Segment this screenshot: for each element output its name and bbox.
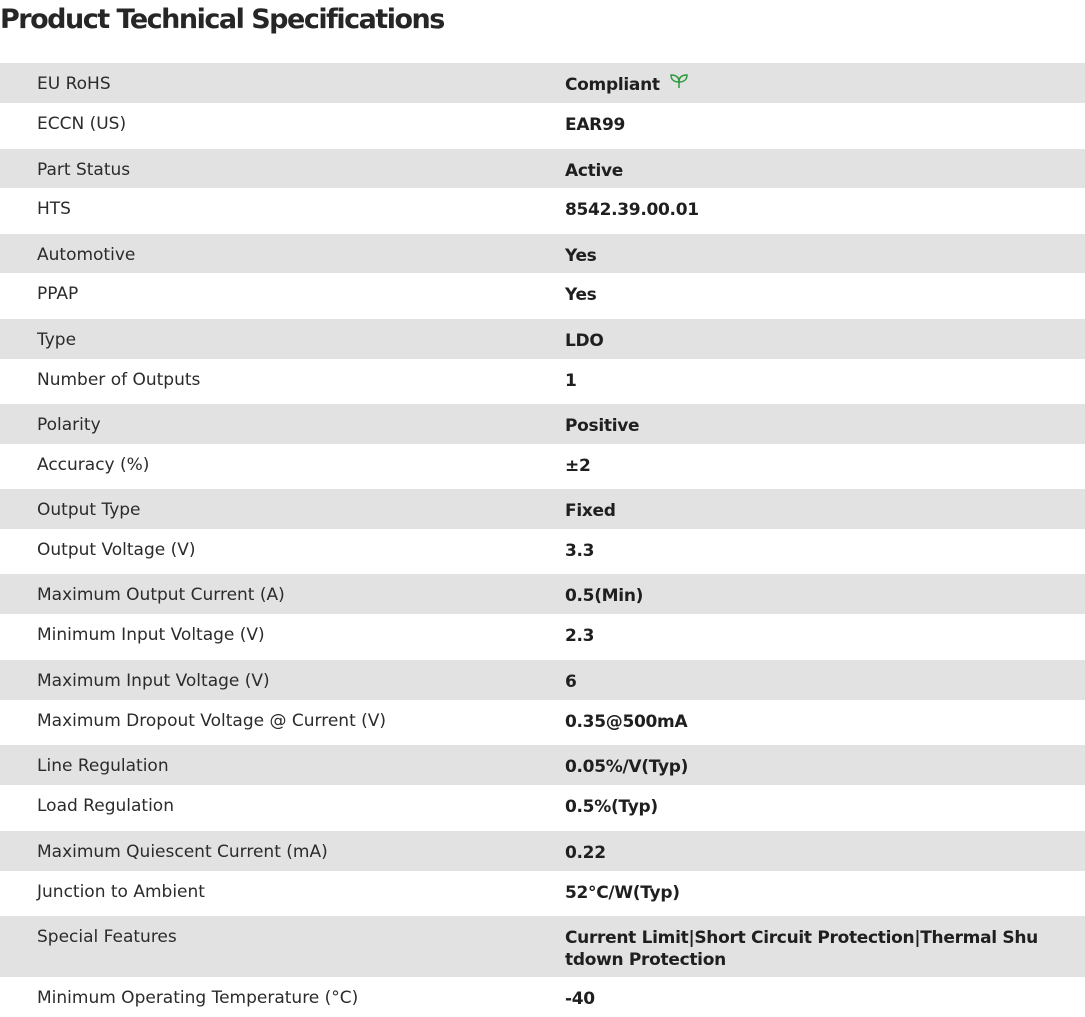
spec-row-junction-to-ambient bbox=[0, 871, 1085, 916]
spec-label: Output Type bbox=[37, 500, 141, 520]
spec-label: Special Features bbox=[37, 927, 177, 947]
spec-value: 0.22 bbox=[565, 843, 606, 863]
spec-value: LDO bbox=[565, 331, 604, 351]
spec-value: 0.5%(Typ) bbox=[565, 797, 658, 817]
spec-value: Fixed bbox=[565, 501, 616, 521]
spec-label: Maximum Input Voltage (V) bbox=[37, 671, 270, 691]
spec-row-max-output-current bbox=[0, 574, 1085, 614]
spec-value: 0.35@500mA bbox=[565, 712, 688, 732]
spec-label: EU RoHS bbox=[37, 74, 111, 94]
spec-value: ±2 bbox=[565, 456, 591, 476]
spec-row-automotive bbox=[0, 234, 1085, 273]
spec-label: PPAP bbox=[37, 284, 79, 304]
spec-row-min-input-voltage bbox=[0, 614, 1085, 660]
spec-row-polarity bbox=[0, 404, 1085, 444]
spec-label: Junction to Ambient bbox=[37, 882, 205, 902]
spec-row-accuracy bbox=[0, 444, 1085, 489]
spec-value: 1 bbox=[565, 371, 577, 391]
spec-value: Current Limit|Short Circuit Protection|Thermal Shutdown Protection bbox=[565, 928, 1038, 970]
spec-label: Maximum Dropout Voltage @ Current (V) bbox=[37, 711, 387, 731]
spec-value: 3.3 bbox=[565, 541, 595, 561]
spec-table bbox=[0, 63, 1085, 1017]
spec-row-number-of-outputs bbox=[0, 359, 1085, 404]
spec-row-eu-rohs bbox=[0, 63, 1085, 103]
spec-row-output-type bbox=[0, 489, 1085, 529]
spec-row-special-features bbox=[0, 916, 1085, 977]
spec-value: 52°C/W(Typ) bbox=[565, 883, 680, 903]
spec-label: Load Regulation bbox=[37, 796, 174, 816]
spec-label: Maximum Output Current (A) bbox=[37, 585, 285, 605]
spec-value-wrap bbox=[565, 74, 1045, 96]
spec-row-eccn bbox=[0, 103, 1085, 149]
spec-value: -40 bbox=[565, 989, 595, 1009]
spec-value: 0.5(Min) bbox=[565, 586, 644, 606]
spec-value: Yes bbox=[565, 285, 597, 305]
page-title: Product Technical Specifications bbox=[0, 4, 444, 35]
spec-value: 0.05%/V(Typ) bbox=[565, 757, 689, 777]
spec-row-max-quiescent-current bbox=[0, 831, 1085, 871]
spec-label: Type bbox=[37, 330, 77, 350]
spec-value: Compliant bbox=[565, 75, 660, 95]
spec-row-line-regulation bbox=[0, 745, 1085, 785]
leaf-icon bbox=[669, 73, 689, 95]
spec-label: Minimum Input Voltage (V) bbox=[37, 625, 265, 645]
spec-row-max-input-voltage bbox=[0, 660, 1085, 700]
spec-label: Part Status bbox=[37, 160, 131, 180]
spec-value: Positive bbox=[565, 416, 640, 436]
spec-label: Number of Outputs bbox=[37, 370, 201, 390]
spec-label: Accuracy (%) bbox=[37, 455, 150, 475]
spec-value: EAR99 bbox=[565, 115, 626, 135]
spec-row-ppap bbox=[0, 273, 1085, 319]
spec-value: 8542.39.00.01 bbox=[565, 200, 699, 220]
spec-row-min-operating-temperature bbox=[0, 977, 1085, 1017]
spec-row-hts bbox=[0, 188, 1085, 234]
spec-value: 2.3 bbox=[565, 626, 595, 646]
spec-row-max-dropout-voltage bbox=[0, 700, 1085, 745]
spec-row-type bbox=[0, 319, 1085, 359]
spec-row-part-status bbox=[0, 149, 1085, 188]
spec-label: Automotive bbox=[37, 245, 136, 265]
spec-value: Active bbox=[565, 161, 623, 181]
spec-label: Maximum Quiescent Current (mA) bbox=[37, 842, 328, 862]
spec-value: Yes bbox=[565, 246, 597, 266]
spec-label: Minimum Operating Temperature (°C) bbox=[37, 988, 359, 1008]
spec-value: 6 bbox=[565, 672, 577, 692]
spec-row-load-regulation bbox=[0, 785, 1085, 831]
spec-label: Polarity bbox=[37, 415, 101, 435]
spec-label: HTS bbox=[37, 199, 71, 219]
spec-label: Line Regulation bbox=[37, 756, 169, 776]
spec-label: ECCN (US) bbox=[37, 114, 127, 134]
spec-label: Output Voltage (V) bbox=[37, 540, 196, 560]
spec-row-output-voltage bbox=[0, 529, 1085, 574]
